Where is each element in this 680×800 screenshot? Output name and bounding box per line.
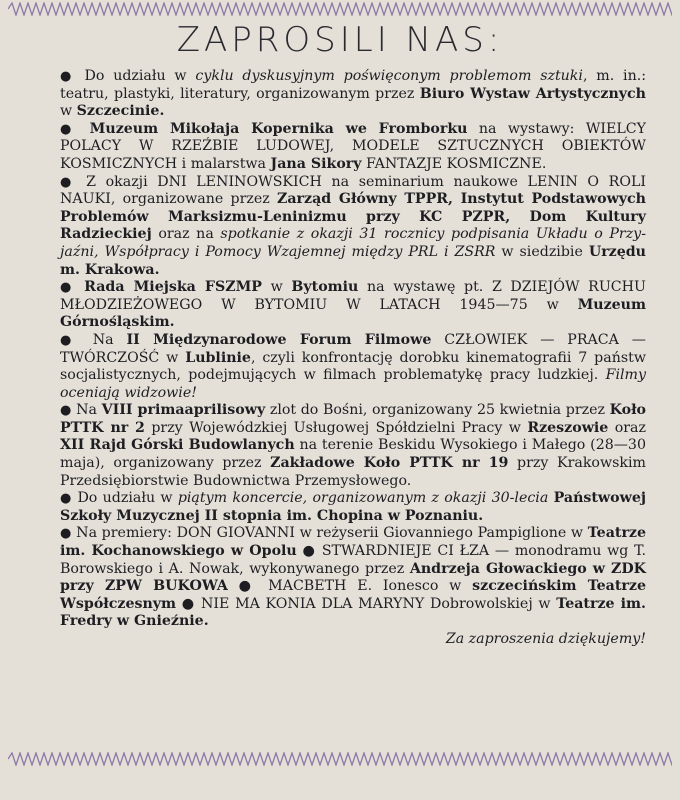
text-segment: Rzeszowie (527, 419, 609, 436)
zigzag-line (8, 3, 672, 15)
text-segment: przy Krakowskim Przedsiębiorstwie Budownictwa Przemysłowego. (60, 455, 646, 489)
text-segment: Urzędu m. Krakowa. (60, 243, 646, 278)
text-segment: ● MACBETH E. Ionesco w (227, 578, 473, 595)
text-segment: Jana Sikory (270, 155, 362, 172)
text-segment: Na (76, 402, 102, 419)
article-body (60, 68, 646, 649)
page-title: ZAPROSILI NAS: (176, 20, 504, 60)
bullet-icon: ● (60, 69, 76, 84)
text-segment: Muzeum Górnośląskim. (60, 296, 646, 331)
bullet-icon: ● (60, 280, 76, 296)
text-segment: Szczecinie. (76, 103, 165, 120)
bullet-icon: ● (60, 332, 80, 348)
text-segment: Muzeum Mikołaja Kopernika we Fromborku (89, 120, 468, 137)
text-segment: , czyli konfrontację dorobku kinematografii 7 państw socjalistycznych, podejmujących w filmach problematykę pracy ludzkiej. (60, 349, 646, 384)
text-segment: piątym koncercie, organizowanym z okazji 30-lecia (177, 490, 549, 507)
zigzag-border-bottom (8, 752, 672, 766)
text-segment: ● STWARDNIEJE CI ŁZA — monodramu wg T. Borowskiego i A. Nowak, wykonywanego przez (60, 543, 646, 577)
text-segment: cyklu dyskusyjnym poświęconym problemom sztuki (195, 68, 583, 84)
paragraph (60, 525, 646, 631)
bullet-icon: ● (60, 121, 79, 137)
text-segment: , m. in.: teatru, plastyki, literatury, organizowanym przez (60, 68, 647, 102)
paragraph (60, 121, 646, 174)
text-segment: Do udziału w (77, 490, 178, 507)
zigzag-line (8, 753, 672, 765)
paragraph (60, 332, 646, 402)
decorative-border-top (8, 2, 672, 16)
bullet-icon: ● (60, 403, 72, 419)
text-segment: Zarząd Główny TPPR, Instytut Podstawowych Problemów Marksizmu-Leninizmu przy KC PZPR, Dom Kultury Radzieckiej (60, 191, 646, 243)
text-segment: Lublinie (185, 349, 251, 366)
text-segment: na wystawy: WIELCY POLACY W RZEŹBIE LUDOWEJ, MODELE SZTUCZNYCH OBIEKTÓW KOSMICZNYCH i malarstwa (60, 120, 647, 172)
text-segment: Koło PTTK nr 2 (60, 402, 646, 436)
text-segment: na terenie Beskidu Wysokiego i Małego (28—30 maja), organizowany przez (60, 437, 646, 472)
text-segment: oraz na (151, 226, 221, 243)
text-segment: Bytomiu (291, 279, 359, 296)
text-segment: oraz (608, 419, 646, 436)
text-segment: w (60, 103, 77, 120)
text-segment: Państwowej Szkoły Muzycznej II stopnia im. Chopina w Poznaniu. (60, 490, 646, 524)
text-segment: XII Rajd Górski Budowlanych (60, 437, 295, 454)
paragraph (60, 68, 646, 121)
paragraph (60, 174, 646, 280)
paragraph (60, 279, 646, 332)
text-segment: w siedzibie (495, 243, 589, 260)
paragraph (60, 402, 646, 490)
text-segment: Biuro Wystaw Artystycznych (419, 85, 646, 102)
text-segment: Do udziału w (84, 68, 196, 84)
text-segment: ● NIE MA KONIA DLA MARYNY Dobrowolskiej w (176, 595, 557, 612)
closing-thanks: Za zaproszenia dziękujemy! (445, 631, 646, 647)
text-segment: spotkanie z okazji 31 rocznicy podpisania Układu o Przyjaźni, Współpracy i Pomocy Wzajemnej między PRL i ZSRR (60, 226, 646, 260)
bullet-icon: ● (60, 491, 73, 507)
text-segment: Na (92, 331, 127, 348)
decorative-border-bottom (8, 752, 672, 766)
text-segment: Rada Miejska FSZMP (84, 279, 262, 296)
text-segment: VIII primaaprilisowy (101, 402, 266, 419)
text-segment: Teatrze im. Fredry w Gnieźnie. (60, 595, 646, 630)
text-segment: przy Wojewódzkiej Usługowej Spółdzielni Pracy w (144, 419, 528, 436)
bullet-icon: ● (60, 174, 77, 190)
text-segment: Teatrze im. Kochanowskiego w Opolu (60, 525, 647, 560)
text-segment: FANTAZJE KOSMICZNE. (361, 155, 547, 172)
text-segment: Andrzeja Głowackiego w ZDK przy ZPW BUKOWA (60, 560, 646, 595)
text-segment: Filmy oceniają widzowie! (60, 367, 646, 401)
text-segment: na wystawę pt. Z DZIEJÓW RUCHU MŁODZIEŻOWEGO W BYTOMIU W LATACH 1945—75 w (60, 279, 646, 313)
zigzag-border-top (8, 2, 672, 16)
text-segment: Na premiery: DON GIOVANNI w reżyserii Giovanniego Pampiglione w (76, 525, 588, 542)
text-segment: Zakładowe Koło PTTK nr 19 (270, 455, 509, 472)
text-segment: CZŁOWIEK — PRACA — TWÓRCZOŚĆ w (60, 331, 646, 366)
text-segment: szczecińskim Teatrze Współczesnym (60, 578, 646, 612)
text-segment: II Międzynarodowe Forum Filmowe (126, 331, 432, 348)
text-segment: zlot do Bośni, organizowany 25 kwietnia przez (265, 402, 610, 419)
paragraph (60, 490, 646, 525)
text-segment: Z okazji DNI LENINOWSKICH na seminarium naukowe LENIN O ROLI NAUKI, organizowane przez (60, 173, 646, 208)
bullet-icon: ● (60, 526, 72, 542)
text-segment: w (261, 279, 292, 296)
